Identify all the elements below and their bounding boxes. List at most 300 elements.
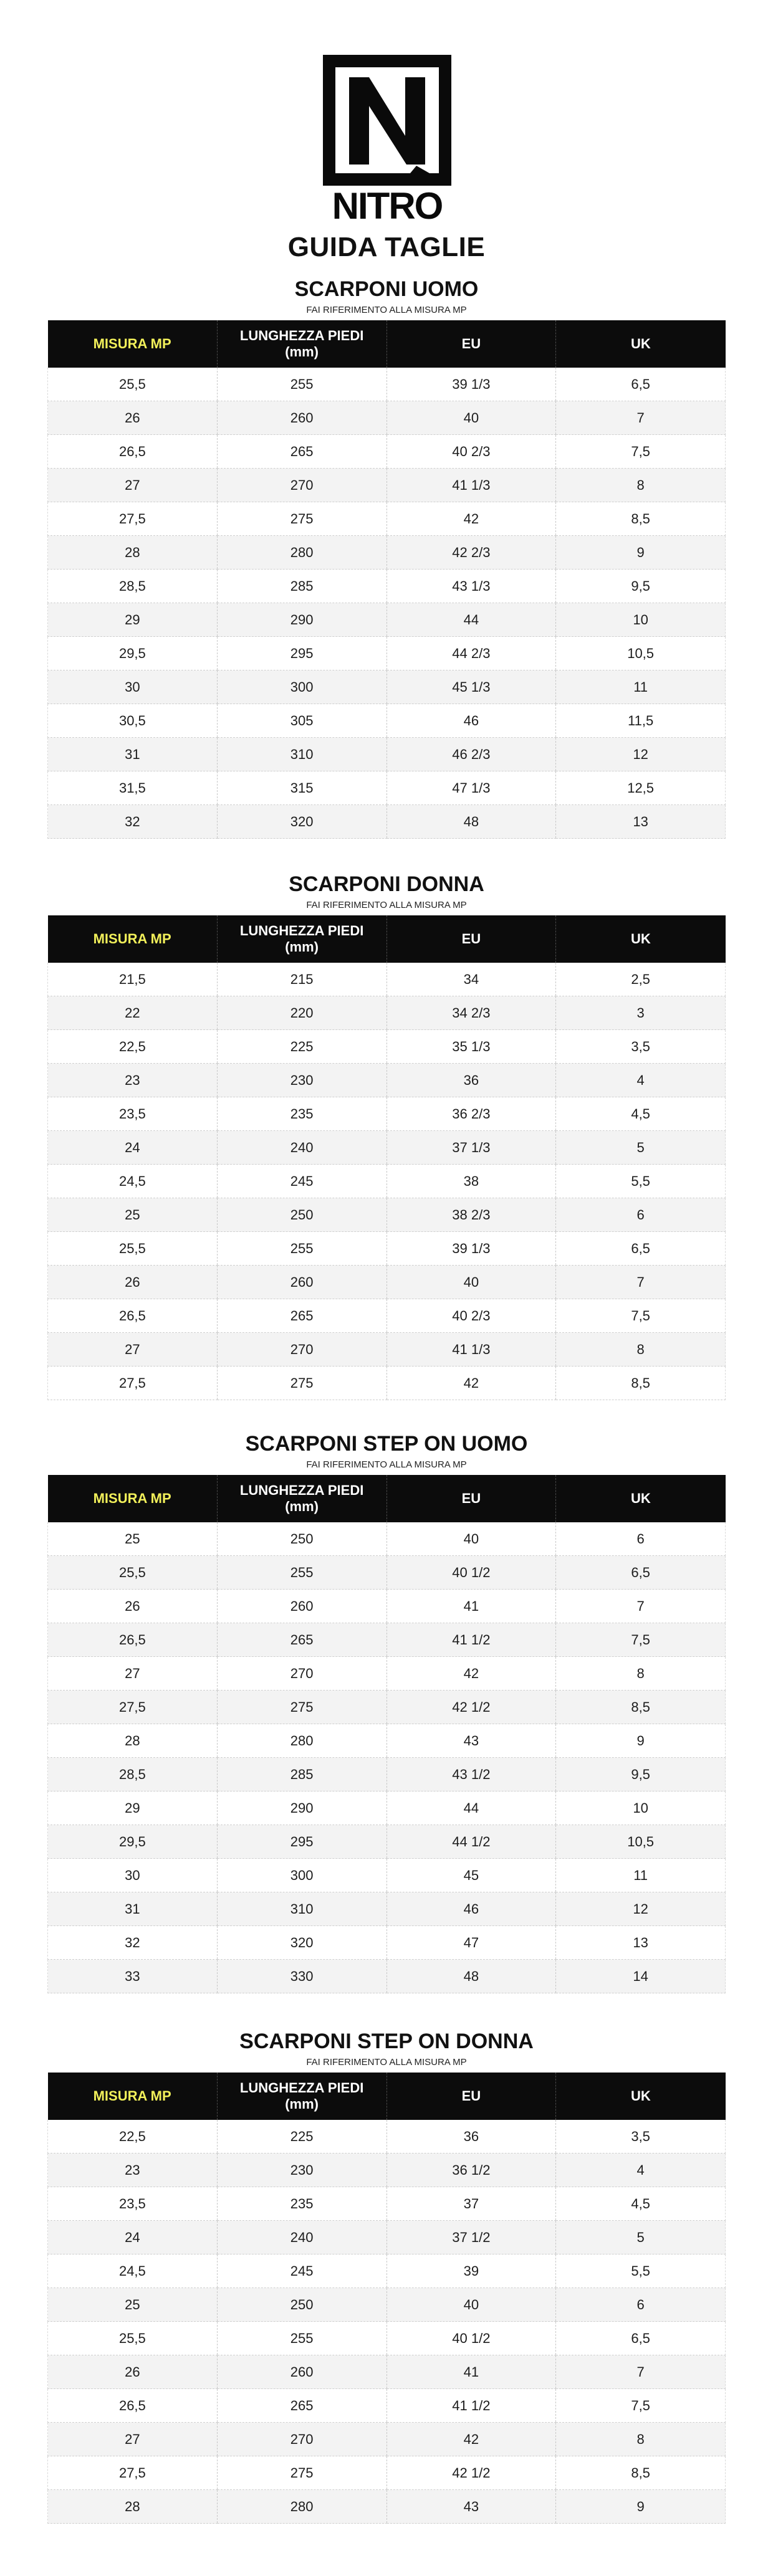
cell-eu: 36 2/3	[386, 1097, 556, 1131]
cell-lunghezza: 250	[217, 1522, 386, 1556]
size-section	[0, 274, 773, 839]
cell-misura: 24	[48, 2221, 218, 2254]
cell-uk: 8	[556, 1333, 726, 1367]
cell-uk: 12,5	[556, 771, 726, 805]
cell-lunghezza: 290	[217, 603, 386, 637]
section-subtitle: FAI RIFERIMENTO ALLA MISURA MP	[306, 305, 467, 315]
cell-misura: 26,5	[48, 435, 218, 469]
cell-eu: 38	[386, 1165, 556, 1198]
section-title: SCARPONI STEP ON UOMO	[245, 1432, 528, 1456]
cell-misura: 25	[48, 1198, 218, 1232]
cell-uk: 6,5	[556, 1232, 726, 1266]
table-row	[48, 1198, 726, 1232]
cell-eu: 46	[386, 1892, 556, 1926]
cell-uk: 8	[556, 1657, 726, 1691]
cell-misura: 31,5	[48, 771, 218, 805]
header-lunghezza	[217, 915, 386, 963]
cell-eu: 45	[386, 1859, 556, 1892]
cell-uk: 9	[556, 536, 726, 570]
table-row	[48, 435, 726, 469]
cell-uk: 9,5	[556, 570, 726, 603]
cell-lunghezza: 285	[217, 570, 386, 603]
cell-misura: 25	[48, 1522, 218, 1556]
cell-uk: 12	[556, 738, 726, 771]
cell-misura: 26,5	[48, 1299, 218, 1333]
cell-uk: 3,5	[556, 1030, 726, 1064]
cell-eu: 42 1/2	[386, 2456, 556, 2490]
cell-uk: 6	[556, 1522, 726, 1556]
header-lunghezza	[217, 2073, 386, 2120]
cell-eu: 42	[386, 502, 556, 536]
cell-lunghezza: 270	[217, 1657, 386, 1691]
cell-eu: 47 1/3	[386, 771, 556, 805]
cell-uk: 3	[556, 996, 726, 1030]
cell-misura: 29	[48, 603, 218, 637]
cell-misura: 27	[48, 469, 218, 502]
cell-lunghezza: 265	[217, 1299, 386, 1333]
table-row	[48, 2456, 726, 2490]
cell-misura: 27,5	[48, 1367, 218, 1400]
table-row	[48, 603, 726, 637]
table-row	[48, 1232, 726, 1266]
cell-eu: 36 1/2	[386, 2154, 556, 2187]
cell-misura: 24,5	[48, 2254, 218, 2288]
cell-eu: 39	[386, 2254, 556, 2288]
table-row	[48, 996, 726, 1030]
cell-misura: 27	[48, 1657, 218, 1691]
section-subtitle: FAI RIFERIMENTO ALLA MISURA MP	[306, 1459, 467, 1470]
table-row	[48, 536, 726, 570]
cell-eu: 41	[386, 1590, 556, 1623]
table-row	[48, 1960, 726, 1993]
cell-uk: 6,5	[556, 368, 726, 401]
cell-uk: 4	[556, 1064, 726, 1097]
cell-misura: 28	[48, 2490, 218, 2524]
cell-eu: 44 1/2	[386, 1825, 556, 1859]
cell-eu: 37 1/3	[386, 1131, 556, 1165]
table-row	[48, 805, 726, 839]
cell-eu: 40 1/2	[386, 1556, 556, 1590]
table-row	[48, 1367, 726, 1400]
cell-misura: 30	[48, 1859, 218, 1892]
cell-eu: 37	[386, 2187, 556, 2221]
cell-misura: 28,5	[48, 1758, 218, 1791]
table-row	[48, 1758, 726, 1791]
section-title: SCARPONI UOMO	[294, 277, 479, 301]
cell-lunghezza: 310	[217, 1892, 386, 1926]
cell-uk: 14	[556, 1960, 726, 1993]
size-table	[47, 320, 726, 839]
cell-eu: 34 2/3	[386, 996, 556, 1030]
cell-uk: 7,5	[556, 1299, 726, 1333]
cell-eu: 42	[386, 1657, 556, 1691]
table-header-row	[48, 915, 726, 963]
cell-lunghezza: 265	[217, 1623, 386, 1657]
cell-lunghezza: 230	[217, 1064, 386, 1097]
cell-misura: 25,5	[48, 1232, 218, 1266]
cell-uk: 12	[556, 1892, 726, 1926]
cell-eu: 36	[386, 1064, 556, 1097]
cell-uk: 9,5	[556, 1758, 726, 1791]
cell-lunghezza: 280	[217, 2490, 386, 2524]
table-row	[48, 1333, 726, 1367]
cell-uk: 6	[556, 1198, 726, 1232]
table-row	[48, 1522, 726, 1556]
cell-eu: 47	[386, 1926, 556, 1960]
cell-lunghezza: 225	[217, 2120, 386, 2154]
cell-uk: 11	[556, 670, 726, 704]
header-misura: MISURA MP	[48, 915, 218, 963]
cell-lunghezza: 280	[217, 1724, 386, 1758]
cell-eu: 43 1/3	[386, 570, 556, 603]
cell-eu: 38 2/3	[386, 1198, 556, 1232]
table-row	[48, 2490, 726, 2524]
cell-lunghezza: 265	[217, 435, 386, 469]
table-row	[48, 1791, 726, 1825]
cell-misura: 28	[48, 1724, 218, 1758]
header-lunghezza-label: LUNGHEZZA PIEDI	[239, 2080, 364, 2096]
cell-uk: 8,5	[556, 1691, 726, 1724]
table-row	[48, 2423, 726, 2456]
cell-eu: 40	[386, 1266, 556, 1299]
cell-uk: 5,5	[556, 2254, 726, 2288]
table-row	[48, 2322, 726, 2355]
cell-uk: 6	[556, 2288, 726, 2322]
cell-lunghezza: 270	[217, 1333, 386, 1367]
cell-lunghezza: 295	[217, 637, 386, 670]
cell-eu: 44	[386, 1791, 556, 1825]
table-row	[48, 1691, 726, 1724]
table-header-row	[48, 2073, 726, 2120]
cell-lunghezza: 265	[217, 2389, 386, 2423]
cell-lunghezza: 255	[217, 1232, 386, 1266]
size-section	[0, 2026, 773, 2524]
cell-uk: 10,5	[556, 1825, 726, 1859]
cell-misura: 29,5	[48, 1825, 218, 1859]
cell-misura: 29	[48, 1791, 218, 1825]
table-row	[48, 2389, 726, 2423]
table-header-row	[48, 320, 726, 368]
header-lunghezza	[217, 1475, 386, 1522]
cell-lunghezza: 275	[217, 1691, 386, 1724]
table-header-row	[48, 1475, 726, 1522]
table-row	[48, 1859, 726, 1892]
cell-eu: 42	[386, 1367, 556, 1400]
cell-eu: 41	[386, 2355, 556, 2389]
cell-lunghezza: 320	[217, 1926, 386, 1960]
cell-misura: 25,5	[48, 1556, 218, 1590]
table-row	[48, 670, 726, 704]
cell-uk: 5	[556, 1131, 726, 1165]
cell-eu: 35 1/3	[386, 1030, 556, 1064]
header-eu: EU	[386, 2073, 556, 2120]
cell-uk: 3,5	[556, 2120, 726, 2154]
cell-eu: 40 2/3	[386, 435, 556, 469]
table-row	[48, 1064, 726, 1097]
cell-uk: 7	[556, 1266, 726, 1299]
table-row	[48, 1030, 726, 1064]
cell-eu: 42 2/3	[386, 536, 556, 570]
table-row	[48, 1623, 726, 1657]
header-eu: EU	[386, 320, 556, 368]
table-row	[48, 570, 726, 603]
size-section	[0, 869, 773, 1400]
cell-lunghezza: 330	[217, 1960, 386, 1993]
cell-uk: 10	[556, 1791, 726, 1825]
cell-misura: 26,5	[48, 1623, 218, 1657]
cell-lunghezza: 300	[217, 1859, 386, 1892]
header-misura: MISURA MP	[48, 320, 218, 368]
header-uk: UK	[556, 2073, 726, 2120]
cell-lunghezza: 280	[217, 536, 386, 570]
cell-lunghezza: 305	[217, 704, 386, 738]
cell-eu: 44	[386, 603, 556, 637]
cell-uk: 7	[556, 401, 726, 435]
header-misura: MISURA MP	[48, 1475, 218, 1522]
header-uk: UK	[556, 915, 726, 963]
cell-lunghezza: 235	[217, 2187, 386, 2221]
cell-misura: 25	[48, 2288, 218, 2322]
cell-eu: 48	[386, 1960, 556, 1993]
cell-misura: 27	[48, 2423, 218, 2456]
cell-misura: 28,5	[48, 570, 218, 603]
cell-lunghezza: 275	[217, 1367, 386, 1400]
cell-uk: 13	[556, 805, 726, 839]
header-uk: UK	[556, 320, 726, 368]
section-title: SCARPONI STEP ON DONNA	[239, 2030, 534, 2053]
table-row	[48, 963, 726, 996]
cell-lunghezza: 270	[217, 2423, 386, 2456]
table-row	[48, 704, 726, 738]
cell-uk: 5,5	[556, 1165, 726, 1198]
cell-lunghezza: 275	[217, 502, 386, 536]
cell-uk: 4	[556, 2154, 726, 2187]
cell-uk: 4,5	[556, 1097, 726, 1131]
cell-misura: 31	[48, 1892, 218, 1926]
header-eu: EU	[386, 1475, 556, 1522]
size-section	[0, 1429, 773, 1993]
table-row	[48, 1556, 726, 1590]
cell-eu: 40	[386, 2288, 556, 2322]
header-lunghezza-unit: (mm)	[285, 2096, 319, 2112]
cell-lunghezza: 255	[217, 2322, 386, 2355]
cell-misura: 29,5	[48, 637, 218, 670]
cell-eu: 42 1/2	[386, 1691, 556, 1724]
cell-uk: 5	[556, 2221, 726, 2254]
table-row	[48, 771, 726, 805]
cell-lunghezza: 300	[217, 670, 386, 704]
cell-lunghezza: 260	[217, 1590, 386, 1623]
cell-uk: 6,5	[556, 2322, 726, 2355]
header-lunghezza-unit: (mm)	[285, 1499, 319, 1514]
table-row	[48, 1590, 726, 1623]
cell-lunghezza: 215	[217, 963, 386, 996]
cell-lunghezza: 260	[217, 401, 386, 435]
cell-misura: 21,5	[48, 963, 218, 996]
cell-eu: 34	[386, 963, 556, 996]
cell-misura: 25,5	[48, 2322, 218, 2355]
cell-uk: 10	[556, 603, 726, 637]
cell-lunghezza: 260	[217, 2355, 386, 2389]
cell-eu: 39 1/3	[386, 368, 556, 401]
cell-misura: 33	[48, 1960, 218, 1993]
cell-misura: 23	[48, 2154, 218, 2187]
cell-misura: 27	[48, 1333, 218, 1367]
page-title: GUIDA TAGLIE	[287, 232, 486, 262]
cell-misura: 23,5	[48, 1097, 218, 1131]
cell-misura: 26	[48, 1266, 218, 1299]
cell-uk: 9	[556, 2490, 726, 2524]
table-row	[48, 502, 726, 536]
brand-wordmark: NITRO	[332, 185, 443, 227]
cell-uk: 13	[556, 1926, 726, 1960]
header-lunghezza-label: LUNGHEZZA PIEDI	[239, 1482, 364, 1498]
table-row	[48, 637, 726, 670]
table-row	[48, 1926, 726, 1960]
cell-misura: 32	[48, 805, 218, 839]
cell-misura: 22	[48, 996, 218, 1030]
table-row	[48, 2288, 726, 2322]
size-table	[47, 915, 726, 1400]
cell-uk: 7	[556, 1590, 726, 1623]
cell-lunghezza: 220	[217, 996, 386, 1030]
cell-misura: 25,5	[48, 368, 218, 401]
cell-misura: 23	[48, 1064, 218, 1097]
cell-misura: 22,5	[48, 1030, 218, 1064]
cell-eu: 41 1/3	[386, 469, 556, 502]
cell-uk: 10,5	[556, 637, 726, 670]
cell-misura: 28	[48, 536, 218, 570]
header-lunghezza-unit: (mm)	[285, 939, 319, 955]
table-row	[48, 738, 726, 771]
table-row	[48, 2154, 726, 2187]
cell-lunghezza: 295	[217, 1825, 386, 1859]
cell-misura: 24,5	[48, 1165, 218, 1198]
cell-eu: 41 1/2	[386, 2389, 556, 2423]
cell-uk: 4,5	[556, 2187, 726, 2221]
cell-lunghezza: 310	[217, 738, 386, 771]
table-row	[48, 2254, 726, 2288]
cell-lunghezza: 245	[217, 1165, 386, 1198]
size-table	[47, 2073, 726, 2524]
cell-eu: 40	[386, 401, 556, 435]
cell-misura: 27,5	[48, 502, 218, 536]
cell-eu: 40	[386, 1522, 556, 1556]
cell-uk: 7,5	[556, 2389, 726, 2423]
cell-uk: 8,5	[556, 502, 726, 536]
cell-eu: 39 1/3	[386, 1232, 556, 1266]
table-row	[48, 1892, 726, 1926]
cell-uk: 7,5	[556, 1623, 726, 1657]
cell-uk: 7,5	[556, 435, 726, 469]
cell-uk: 7	[556, 2355, 726, 2389]
table-row	[48, 368, 726, 401]
cell-eu: 41 1/3	[386, 1333, 556, 1367]
cell-lunghezza: 275	[217, 2456, 386, 2490]
cell-lunghezza: 260	[217, 1266, 386, 1299]
cell-uk: 11,5	[556, 704, 726, 738]
table-row	[48, 1165, 726, 1198]
table-row	[48, 1097, 726, 1131]
cell-eu: 40 1/2	[386, 2322, 556, 2355]
cell-misura: 23,5	[48, 2187, 218, 2221]
cell-misura: 22,5	[48, 2120, 218, 2154]
table-row	[48, 1266, 726, 1299]
table-row	[48, 401, 726, 435]
cell-uk: 8,5	[556, 1367, 726, 1400]
cell-eu: 43 1/2	[386, 1758, 556, 1791]
cell-uk: 8,5	[556, 2456, 726, 2490]
cell-uk: 8	[556, 469, 726, 502]
cell-eu: 43	[386, 2490, 556, 2524]
header-lunghezza-label: LUNGHEZZA PIEDI	[239, 328, 364, 343]
cell-lunghezza: 285	[217, 1758, 386, 1791]
cell-eu: 46 2/3	[386, 738, 556, 771]
cell-misura: 30,5	[48, 704, 218, 738]
table-row	[48, 2355, 726, 2389]
table-row	[48, 1299, 726, 1333]
cell-misura: 26	[48, 1590, 218, 1623]
cell-uk: 9	[556, 1724, 726, 1758]
header-uk: UK	[556, 1475, 726, 1522]
section-subtitle: FAI RIFERIMENTO ALLA MISURA MP	[306, 2057, 467, 2068]
cell-lunghezza: 235	[217, 1097, 386, 1131]
cell-lunghezza: 225	[217, 1030, 386, 1064]
cell-uk: 2,5	[556, 963, 726, 996]
cell-lunghezza: 320	[217, 805, 386, 839]
table-row	[48, 2187, 726, 2221]
cell-lunghezza: 255	[217, 368, 386, 401]
cell-lunghezza: 290	[217, 1791, 386, 1825]
cell-eu: 45 1/3	[386, 670, 556, 704]
cell-lunghezza: 315	[217, 771, 386, 805]
header-lunghezza	[217, 320, 386, 368]
table-row	[48, 2120, 726, 2154]
cell-misura: 27,5	[48, 1691, 218, 1724]
table-row	[48, 469, 726, 502]
header-eu: EU	[386, 915, 556, 963]
header-lunghezza-label: LUNGHEZZA PIEDI	[239, 923, 364, 938]
cell-misura: 30	[48, 670, 218, 704]
cell-eu: 43	[386, 1724, 556, 1758]
cell-eu: 36	[386, 2120, 556, 2154]
cell-eu: 37 1/2	[386, 2221, 556, 2254]
table-row	[48, 1724, 726, 1758]
table-row	[48, 1825, 726, 1859]
cell-uk: 6,5	[556, 1556, 726, 1590]
cell-lunghezza: 270	[217, 469, 386, 502]
cell-eu: 41 1/2	[386, 1623, 556, 1657]
cell-lunghezza: 250	[217, 1198, 386, 1232]
cell-misura: 26	[48, 2355, 218, 2389]
table-row	[48, 2221, 726, 2254]
cell-misura: 26	[48, 401, 218, 435]
cell-lunghezza: 250	[217, 2288, 386, 2322]
table-row	[48, 1131, 726, 1165]
cell-lunghezza: 230	[217, 2154, 386, 2187]
cell-eu: 42	[386, 2423, 556, 2456]
table-row	[48, 1657, 726, 1691]
cell-misura: 32	[48, 1926, 218, 1960]
section-subtitle: FAI RIFERIMENTO ALLA MISURA MP	[306, 900, 467, 910]
header-lunghezza-unit: (mm)	[285, 344, 319, 360]
cell-eu: 40 2/3	[386, 1299, 556, 1333]
cell-lunghezza: 245	[217, 2254, 386, 2288]
cell-lunghezza: 255	[217, 1556, 386, 1590]
cell-lunghezza: 240	[217, 2221, 386, 2254]
cell-misura: 31	[48, 738, 218, 771]
cell-lunghezza: 240	[217, 1131, 386, 1165]
